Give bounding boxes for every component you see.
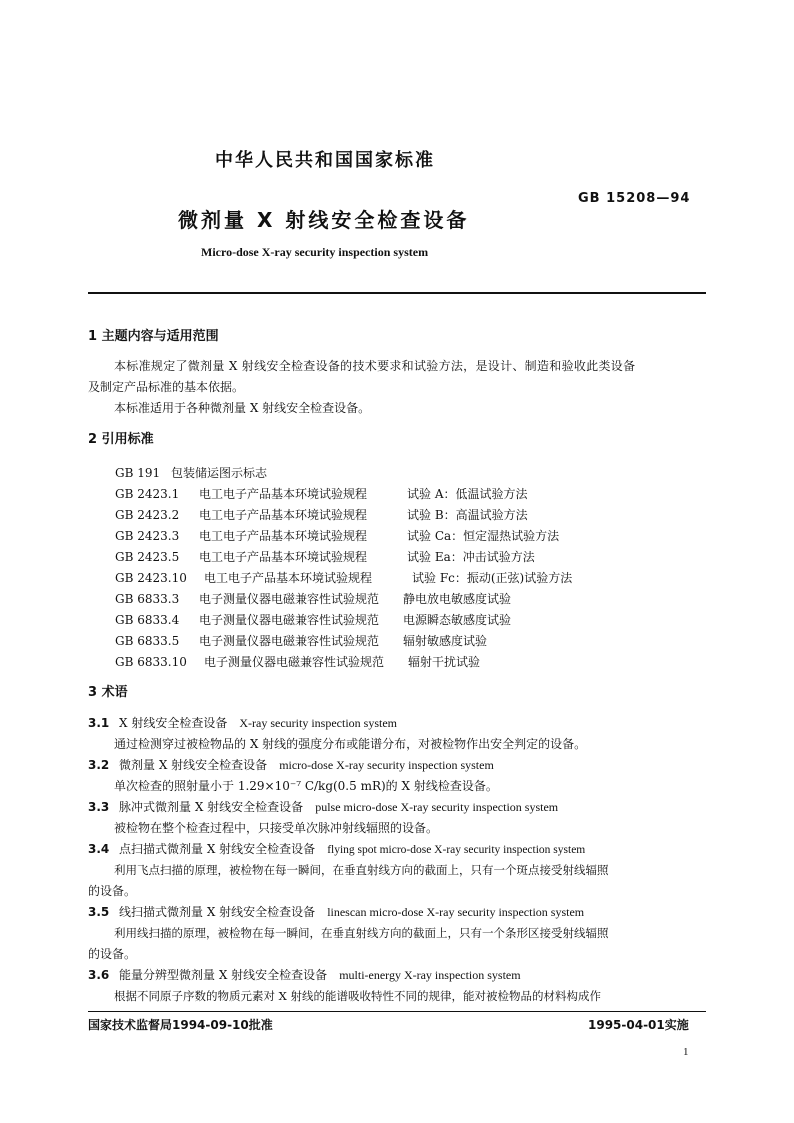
term-definition-continued: 的设备。 xyxy=(88,884,137,898)
reference-code: GB 6833.4 xyxy=(115,613,180,627)
reference-test: 电源瞬态敏感度试验 xyxy=(403,613,512,627)
term-number: 3.4 xyxy=(88,842,110,856)
reference-name: 电子测量仪器电磁兼容性试验规范 xyxy=(199,634,380,648)
reference-code: GB 2423.10 xyxy=(115,571,187,585)
term-number: 3.5 xyxy=(88,905,110,919)
reference-code: GB 2423.2 xyxy=(115,508,180,522)
section-3-heading: 3 术语 xyxy=(88,685,128,700)
term-english: flying spot micro-dose X-ray security inspection system xyxy=(327,844,586,856)
reference-item xyxy=(115,486,527,502)
term-english: micro-dose X-ray security inspection system xyxy=(279,758,494,772)
reference-item xyxy=(115,507,528,523)
term-definition: 利用线扫描的原理，被检物在每一瞬间，在垂直射线方向的截面上，只有一个条形区接受射线辐照 xyxy=(114,926,609,940)
term-entry xyxy=(88,968,521,983)
term-english: pulse micro-dose X-ray security inspection system xyxy=(315,800,559,814)
reference-name: 电工电子产品基本环境试验规程 xyxy=(199,529,368,543)
approval-date: 国家技术监督局1994-09-10批准 xyxy=(88,1018,273,1032)
reference-code: GB 6833.5 xyxy=(115,634,180,648)
reference-code: GB 6833.3 xyxy=(115,592,180,606)
reference-name: 电子测量仪器电磁兼容性试验规范 xyxy=(204,655,385,669)
section-1-heading: 1 主题内容与适用范围 xyxy=(88,329,219,344)
term-chinese: 脉冲式微剂量 X 射线安全检查设备 xyxy=(119,800,304,814)
term-definition: 单次检查的照射量小于 1.29×10⁻⁷ C/kg(0.5 mR)的 X 射线检查设备。 xyxy=(114,779,498,793)
term-entry xyxy=(88,716,397,731)
reference-test: 试验 Ca：恒定湿热试验方法 xyxy=(407,529,560,543)
nation-standard-title: 中华人民共和国国家标准 xyxy=(215,150,435,171)
reference-name: 电子测量仪器电磁兼容性试验规范 xyxy=(199,592,380,606)
document-title-en: Micro-dose X-ray security inspection system xyxy=(201,245,429,259)
footer-divider xyxy=(88,1011,706,1012)
reference-code: GB 2423.5 xyxy=(115,550,180,564)
term-entry xyxy=(88,800,558,815)
document-title-cn: 微剂量 X 射线安全检查设备 xyxy=(178,208,470,232)
term-english: X-ray security inspection system xyxy=(239,716,397,730)
term-english: multi-energy X-ray inspection system xyxy=(339,968,521,982)
reference-name: 电工电子产品基本环境试验规程 xyxy=(199,487,368,501)
term-entry xyxy=(88,905,584,920)
section-1-paragraph-2: 本标准适用于各种微剂量 X 射线安全检查设备。 xyxy=(114,401,371,415)
page-number: 1 xyxy=(683,1046,689,1058)
reference-test: 辐射干扰试验 xyxy=(408,655,481,669)
term-definition: 根据不同原子序数的物质元素对 X 射线的能谱吸收特性不同的规律，能对被检物品的材料构成作 xyxy=(114,989,601,1003)
term-english: linescan micro-dose X-ray security inspection system xyxy=(327,905,585,919)
term-number: 3.3 xyxy=(88,800,110,814)
reference-name: 电子测量仪器电磁兼容性试验规范 xyxy=(199,613,380,627)
term-number: 3.1 xyxy=(88,716,110,730)
term-definition: 被检物在整个检查过程中，只接受单次脉冲射线辐照的设备。 xyxy=(114,821,439,835)
reference-code: GB 2423.1 xyxy=(115,487,180,501)
implementation-date: 1995-04-01实施 xyxy=(588,1018,689,1032)
term-entry xyxy=(88,842,585,858)
reference-item xyxy=(115,591,511,607)
header-divider xyxy=(88,292,706,294)
term-chinese: 能量分辨型微剂量 X 射线安全检查设备 xyxy=(119,968,328,982)
reference-test: 辐射敏感度试验 xyxy=(403,634,488,648)
reference-test: 试验 Ea：冲击试验方法 xyxy=(407,550,535,564)
reference-item xyxy=(115,654,480,670)
reference-code: GB 2423.3 xyxy=(115,529,180,543)
reference-test: 试验 Fc：振动(正弦)试验方法 xyxy=(412,571,573,585)
term-number: 3.2 xyxy=(88,758,110,772)
reference-name: 电工电子产品基本环境试验规程 xyxy=(199,508,368,522)
reference-test: 试验 A：低温试验方法 xyxy=(407,487,528,501)
reference-code: GB 191 xyxy=(115,466,161,480)
reference-item xyxy=(115,528,559,544)
term-chinese: 线扫描式微剂量 X 射线安全检查设备 xyxy=(119,905,316,919)
section-1-paragraph-1-line-1: 本标准规定了微剂量 X 射线安全检查设备的技术要求和试验方法，是设计、制造和验收此类设备 xyxy=(114,359,636,373)
standard-code: GB 15208—94 xyxy=(578,191,691,206)
reference-test: 静电放电敏感度试验 xyxy=(403,592,512,606)
reference-name: 电工电子产品基本环境试验规程 xyxy=(199,550,368,564)
reference-test: 试验 B：高温试验方法 xyxy=(407,508,528,522)
term-definition: 通过检测穿过被检物品的 X 射线的强度分布或能谱分布，对被检物作出安全判定的设备。 xyxy=(114,737,587,751)
reference-item xyxy=(115,633,487,649)
reference-item xyxy=(115,570,572,586)
term-number: 3.6 xyxy=(88,968,110,982)
reference-item xyxy=(115,612,511,628)
term-definition-continued: 的设备。 xyxy=(88,947,137,961)
term-chinese: 微剂量 X 射线安全检查设备 xyxy=(119,758,268,772)
term-chinese: 点扫描式微剂量 X 射线安全检查设备 xyxy=(119,842,316,856)
section-2-heading: 2 引用标准 xyxy=(88,432,154,447)
term-entry xyxy=(88,758,494,773)
reference-name: 电工电子产品基本环境试验规程 xyxy=(204,571,373,585)
reference-name: 包装储运图示标志 xyxy=(171,466,268,480)
reference-item xyxy=(115,465,267,481)
term-chinese: X 射线安全检查设备 xyxy=(119,716,228,730)
reference-code: GB 6833.10 xyxy=(115,655,187,669)
reference-item xyxy=(115,549,535,565)
section-1-paragraph-1-line-2: 及制定产品标准的基本依据。 xyxy=(88,380,245,394)
term-definition: 利用飞点扫描的原理，被检物在每一瞬间，在垂直射线方向的截面上，只有一个斑点接受射线辐照 xyxy=(114,863,609,877)
